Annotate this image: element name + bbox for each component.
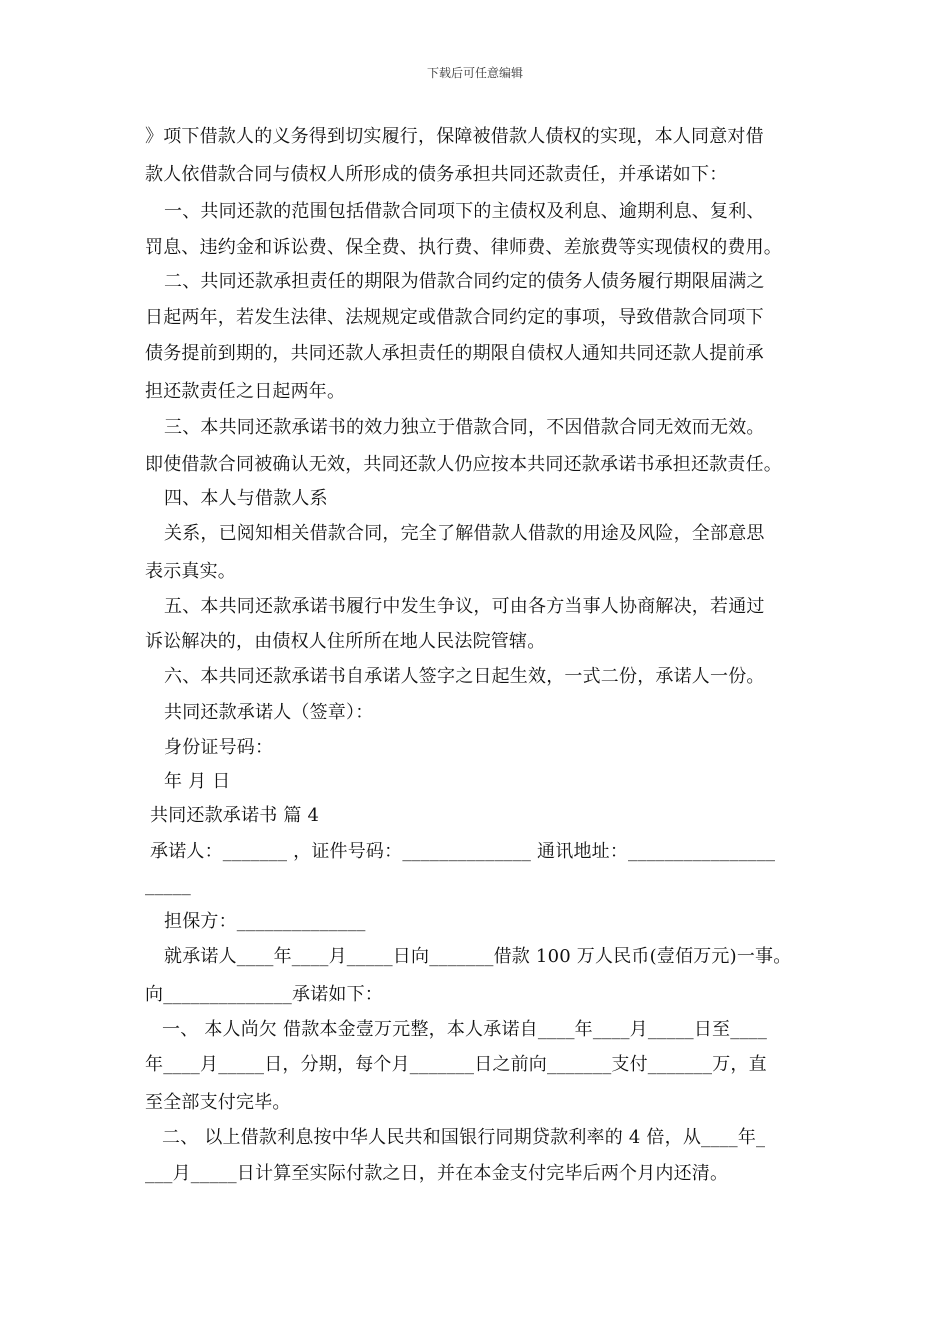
- text-line: _____: [145, 875, 191, 896]
- text-line: 五、本共同还款承诺书履行中发生争议，可由各方当事人协商解决，若通过: [164, 596, 765, 617]
- text-line: 四、本人与借款人系: [164, 488, 328, 509]
- text-line: 担还款责任之日起两年。: [145, 381, 346, 402]
- text-line: 关系，已阅知相关借款合同，完全了解借款人借款的用途及风险，全部意思: [164, 523, 765, 544]
- text-line: 债务提前到期的，共同还款人承担责任的期限自债权人通知共同还款人提前承: [145, 343, 764, 364]
- text-line: 诉讼解决的，由债权人住所所在地人民法院管辖。: [145, 631, 546, 652]
- text-line: 日起两年，若发生法律、法规规定或借款合同约定的事项，导致借款合同项下: [145, 307, 764, 328]
- text-line: 担保方：______________: [164, 911, 366, 932]
- text-line: 一、共同还款的范围包括借款合同项下的主债权及利息、逾期利息、复利、: [164, 201, 765, 222]
- text-line: 罚息、违约金和诉讼费、保全费、执行费、律师费、差旅费等实现债权的费用。: [145, 237, 782, 258]
- text-line: 即使借款合同被确认无效，共同还款人仍应按本共同还款承诺书承担还款责任。: [145, 454, 782, 475]
- section-title: 共同还款承诺书 篇 4: [150, 805, 320, 826]
- text-line: 一、 本人尚欠 借款本金壹万元整，本人承诺自____年____月_____日至____: [162, 1019, 768, 1040]
- text-line: 向______________承诺如下：: [145, 984, 383, 1005]
- text-line: 就承诺人____年____月_____日向_______借款 100 万人民币(壹佰万元)一事。: [164, 946, 792, 967]
- text-line: 款人依借款合同与债权人所形成的债务承担共同还款责任，并承诺如下：: [145, 164, 728, 185]
- text-line: 年 月 日: [164, 771, 231, 792]
- text-line: 》项下借款人的义务得到切实履行，保障被借款人债权的实现，本人同意对借: [145, 126, 764, 147]
- text-line: 至全部支付完毕。: [145, 1092, 291, 1113]
- text-line: 年____月_____日，分期，每个月_______日之前向_______支付_______万，直: [145, 1054, 767, 1075]
- page-header: 下载后可任意编辑: [426, 66, 523, 80]
- text-line: 二、 以上借款利息按中华人民共和国银行同期贷款利率的 4 倍，从____年_: [162, 1127, 766, 1148]
- text-line: 承诺人：_______ ，证件号码：______________ 通讯地址：________________: [150, 841, 776, 862]
- text-line: 六、本共同还款承诺书自承诺人签字之日起生效，一式二份，承诺人一份。: [164, 666, 765, 687]
- text-line: 三、本共同还款承诺书的效力独立于借款合同，不因借款合同无效而无效。: [164, 417, 765, 438]
- text-line: 共同还款承诺人（签章）：: [164, 702, 374, 723]
- text-line: 身份证号码：: [164, 737, 274, 758]
- text-line: 表示真实。: [145, 561, 236, 582]
- text-line: 二、共同还款承担责任的期限为借款合同约定的债务人债务履行期限届满之: [164, 271, 765, 292]
- text-line: ___月_____日计算至实际付款之日，并在本金支付完毕后两个月内还清。: [145, 1163, 729, 1184]
